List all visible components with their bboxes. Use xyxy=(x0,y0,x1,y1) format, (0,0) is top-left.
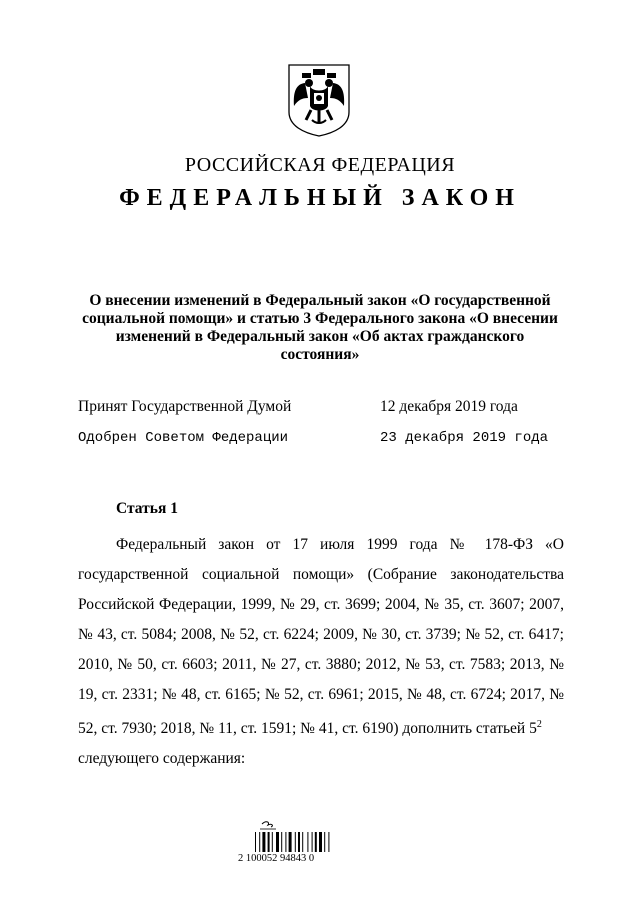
barcode-bar xyxy=(272,832,273,852)
barcode-bar xyxy=(328,832,329,852)
barcode-bar xyxy=(324,832,325,852)
article-heading: Статья 1 xyxy=(116,500,178,517)
law-title-line: социальной помощи» и статью 3 Федерального закона «О внесении xyxy=(82,310,558,327)
barcode-bar xyxy=(259,832,260,852)
barcode-bar xyxy=(298,832,300,852)
article-body xyxy=(78,530,564,774)
barcode-bar xyxy=(276,832,279,852)
article-superscript: 2 xyxy=(536,719,542,730)
barcode-bar xyxy=(312,832,313,852)
barcode-bar xyxy=(295,832,296,852)
barcode-bar xyxy=(302,832,303,852)
law-title-line: О внесении изменений в Федеральный закон «О государственной xyxy=(89,292,551,309)
duma-adoption-label: Принят Государственной Думой xyxy=(78,398,292,415)
barcode-bar xyxy=(285,832,286,852)
russian-coat-of-arms-icon xyxy=(286,62,352,138)
barcode-bar xyxy=(255,832,256,852)
barcode-bar xyxy=(307,832,308,852)
article-text-continuation: следующего содержания: xyxy=(78,750,246,768)
barcode-number: 2 100052 94843 0 xyxy=(238,853,315,864)
law-title-line: изменений в Федеральный закон «Об актах гражданского состояния» xyxy=(115,328,525,363)
law-title xyxy=(80,292,560,364)
barcode-bar xyxy=(315,832,317,852)
country-name: РОССИЙСКАЯ ФЕДЕРАЦИЯ xyxy=(184,154,456,176)
barcode-bar xyxy=(268,832,270,852)
document-type: ФЕДЕРАЛЬНЫЙ ЗАКОН xyxy=(119,185,521,211)
barcode-bar xyxy=(289,832,292,852)
article-paragraph xyxy=(78,530,564,744)
article-text: Федеральный закон от 17 июля 1999 года № 178-ФЗ «О государственной социальной помощи» (Собрание законодательства Российской Федерации, 1999, № 29, ст. 3699; 2004, № 35, ст. 3607; 2007, № 43, ст. 5084; 2008, № 52, ст. 6224; 2009, № 30, ст. 3739; № 52, ст. 6417; 2010, № 50, ст. 6603; 2011, № 27, ст. 3880; 2012, № 53, ст. 7583; 2013, № 19, ст. 2331; № 48, ст. 6165; № 52, ст. 6961; 2015, № 48, ст. 6724; 2017, № 52, ст. 7930; 2018, № 11, ст. 1591; № 41, ст. 6190) дополнить статьей 5 xyxy=(78,536,564,738)
council-approval-date: 23 декабря 2019 года xyxy=(380,430,549,446)
barcode-bar xyxy=(281,832,282,852)
council-approval-label: Одобрен Советом Федерации xyxy=(78,430,289,446)
barcode-bar xyxy=(262,832,265,852)
barcode-bar xyxy=(319,832,322,852)
duma-adoption-date: 12 декабря 2019 года xyxy=(380,398,518,415)
